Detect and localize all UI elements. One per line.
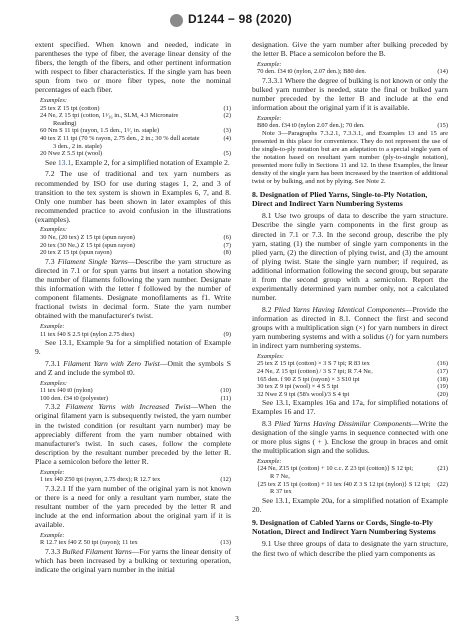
astm-logo-icon <box>170 14 183 27</box>
paragraph: 7.2 The use of traditional and tex yarn numbers as recommended by ISO for use during stages 1, 2, and 3 of transition to the tex system is shown in Examples 6, 7, and 8. Only one number has been shown in later examples of this recommended practice to avoid confusion in the illustrations (examples). <box>35 169 231 224</box>
example-line: 30 tex Z 9 tpi (wool) × 4 S 5 tpi (19) <box>257 383 448 391</box>
example-line: 30 Neₒ (20 tex) Z 15 tpi (spun rayon) (6) <box>40 234 231 242</box>
examples-label: Example: <box>40 468 65 476</box>
example-line: 20 Nwe Z 5.5 tpi (wool) (5) <box>40 150 231 158</box>
example-line: 100 den. f34 t0 (polyester) (11) <box>40 394 231 402</box>
examples-label: Examples: <box>40 97 67 105</box>
paragraph: designation. Give the yarn number after bulking preceded by the letter B. Place a semicolon before the B. <box>252 40 448 59</box>
examples-label: Example: <box>257 60 282 68</box>
example-line: 11 tex f40 t0 (nylon) (10) <box>40 387 231 395</box>
example-continuation: R 7 Neₒ <box>270 473 290 481</box>
page-number: 3 <box>235 614 239 623</box>
examples-label: Example: <box>40 323 65 330</box>
example-line: 60 Nm S 11 tpi (rayon, 1.5 den., 1¹⁄₂ in. staple) (3) <box>40 127 231 135</box>
paragraph: 8.3 Plied Yarns Having Dissimilar Components—Write the designation of the single yarns in sequence connected with one or more plus signs ( + ). Enclose the group in braces and omit the multiplication sign and the solidus. <box>252 419 448 456</box>
section-link[interactable]: 13.1 <box>57 157 72 167</box>
paragraph: 7.3.1 Filament Yarn with Zero Twist—Omit the symbols S and Z and include the symbol t0. <box>35 358 231 377</box>
example-line: {25 tex Z 15 tpi (cotton) + 11 tex f40 Z 3 S 12 tpi (nylon)} S 12 tpi; (22) <box>257 480 448 488</box>
example-continuation: 3 den., 2 in. staple) <box>53 142 102 150</box>
paragraph: extent specified. When known and needed, indicate in parentheses the type of fiber, the average linear density of the fibers, the length of the fibers, and other pertinent information with respect to fiber characteristics. If the single yarn has been spun from two or more fiber types, note the nominal percentages of each fiber. <box>35 40 231 95</box>
paragraph: 7.3.3 Bulked Filament Yarns—For yarns the linear density of which has been increased by a bulking or texturing operation, indicate the original yarn number in the initial <box>35 546 231 575</box>
examples-label: Examples: <box>257 352 284 360</box>
paragraph: 7.3 Filament Single Yarns—Describe the yarn structure as directed in 7.1 or for spun yarns but insert a notation showing the number of filaments following the yarn number. Designate this information with the letter f followed by the number of component filaments. Designate monofilaments as f1. Write fractional twists in decimal form. State the yarn number obtained with the manufacturer's twist. <box>35 256 232 321</box>
example-line: 11 tex f40 S 2.5 tpi (nylon 2.75 dtex) (9) <box>40 330 231 338</box>
left-column <box>35 40 231 577</box>
paragraph: 8.1 Use two groups of data to describe the yarn structure. Describe the single yarn components in the first group as directed in 7.1 or 7.3. In the second group, describe the ply yarn, stating (1) the number of single yarn components in the plied yarn, (2) the direction of plying twist, and (3) the amount of plying twist. State the single yarn number; if required, as additional information following the second group, but separate it from the second group with a semicolon. Report the experimentally determined yarn number only, not a calculated number. <box>252 211 448 303</box>
example-line: 24 Neₒ Z 15 tpi (cotton) / 3 S 7 tpi; R 7.4 Neₒ (17) <box>257 367 448 375</box>
example-line: 32 Nwe Z 9 tpi (58's wool)/3 S 4 tpi (20) <box>257 390 448 398</box>
example-continuation: Reading) <box>53 119 77 127</box>
examples-label: Example: <box>40 531 65 539</box>
example-line: 25 tex Z 15 tpi (cotton) (1) <box>40 104 231 112</box>
paragraph: 9.1 Use three groups of data to designate the yarn structure, the first two of which describe the plied yarn components as <box>252 539 448 558</box>
example-line: R 12.7 tex f40 Z 50 tpi (rayon); 11 tex (13) <box>40 539 231 547</box>
example-line: 165 den. f 90 Z 5 tpi (rayon) × 3 S10 tpi (18) <box>257 375 448 383</box>
paragraph: See 13.1, Example 20a, for a simplified notation of Example 20. <box>252 495 448 514</box>
paragraph: See 13.1, Example 2, for a simplified notation of Example 2. <box>45 157 230 167</box>
example-line: {24 Neₒ Z15 tpi (cotton) + 10 c.c. Z 23 tpi (cotton)} S 12 tpi; (21) <box>257 465 448 473</box>
paragraph: 7.3.2.1 If the yarn number of the original yarn is not known or there is a need for only a resultant yarn number, state the resultant number of the yarn preceded by the letter R and include at the end information about the original yarn if it is available. <box>35 483 231 530</box>
paragraph: See 13.1, Examples 16a and 17a, for simplified notations of Examples 16 and 17. <box>252 398 448 417</box>
paragraph: 7.3.3.1 Where the degree of bulking is not known or only the bulked yarn number is needed, state the final or bulked yarn number preceded by the letter B and include at the end information about the original yarn if it is available. <box>252 75 448 113</box>
section-heading-8: 8. Designation of Plied Yarns, Single-to-Ply Notation, Direct and Indirect Yarn Numbering Systems <box>252 189 428 209</box>
examples-label: Examples: <box>40 226 67 234</box>
example-line: 40 tex Z 11 tpi (70 % rayon, 2.75 den., 2 in.; 30 % dull acetate (4) <box>40 135 231 143</box>
example-line: 24 Neₒ Z 15 tpi (cotton, 1¹⁄₁₆ in., SLM, 4.3 Micronaire (2) <box>40 112 231 120</box>
example-line: 20 tex Z 15 tpi (spun rayon) (8) <box>40 249 231 257</box>
example-line: 1 tex f40 Z50 tpi (rayon, 2.75 dtex); R 12.7 tex (12) <box>40 476 231 484</box>
example-line: 70 den. f34 t0 (nylon, 2.07 den.); B80 den. (14) <box>257 68 448 76</box>
examples-label: Example: <box>257 457 282 465</box>
examples-label: Examples: <box>40 379 67 387</box>
examples-label: Example: <box>257 114 282 122</box>
right-column <box>252 40 448 560</box>
paragraph: See 13.1, Example 9a for a simplified notation of Example 9. <box>35 338 231 357</box>
example-line: B80 den. f34 t0 (nylon 2.07 den.); 70 den. (15) <box>257 122 448 130</box>
paragraph: 7.3.2 Filament Yarns with Increased Twist—When the original filament yarn is subsequently twisted, the yarn number in the twisted condition (or resultant yarn number) may be appreciably different from the yarn number obtained with manufacturer's twist. In such cases, follow the complete description by the resultant number preceded by the letter R. Place a semicolon before the letter R. <box>35 402 231 466</box>
note-3: Note 3—Paragraphs 7.3.2.1, 7.3.3.1, and Examples 13 and 15 are presented in this place for convenience. They do not represent the use of the single-to-ply notation but are an adaptation to a special single yarn of the notation based on resultant yarn number (ply-to-single notation), presented more fully in Sections 11 and 12. In these Examples, the linear density of the single yarn has been increased by the insertion of additional twist or by bulking, and not by plying. See Note 2. <box>252 129 448 185</box>
page-header <box>0 8 474 34</box>
paragraph: 8.2 Plied Yarns Having Identical Components—Provide the information as directed in 8.1. Connect the first and second groups with a multiplication sign (×) for yarn numbers in direct yarn numbering systems and with a solidus (/) for yarn numbers in indirect yarn numbering systems. <box>252 304 449 351</box>
example-line: 20 tex (30 Neₒ) Z 15 tpi (spun rayon) (7) <box>40 241 231 249</box>
example-line: 25 tex Z 15 tpi (cotton) × 3 S 7 tpi; R 83 tex (16) <box>257 360 448 368</box>
document-designation: D1244 − 98 (2020) <box>188 12 292 26</box>
example-continuation: R 37 tex <box>270 488 292 496</box>
section-heading-9: 9. Designation of Cabled Yarns or Cords, Single-to-Ply Notation, Direct and Indirect Yarn Numbering Systems <box>252 518 436 537</box>
